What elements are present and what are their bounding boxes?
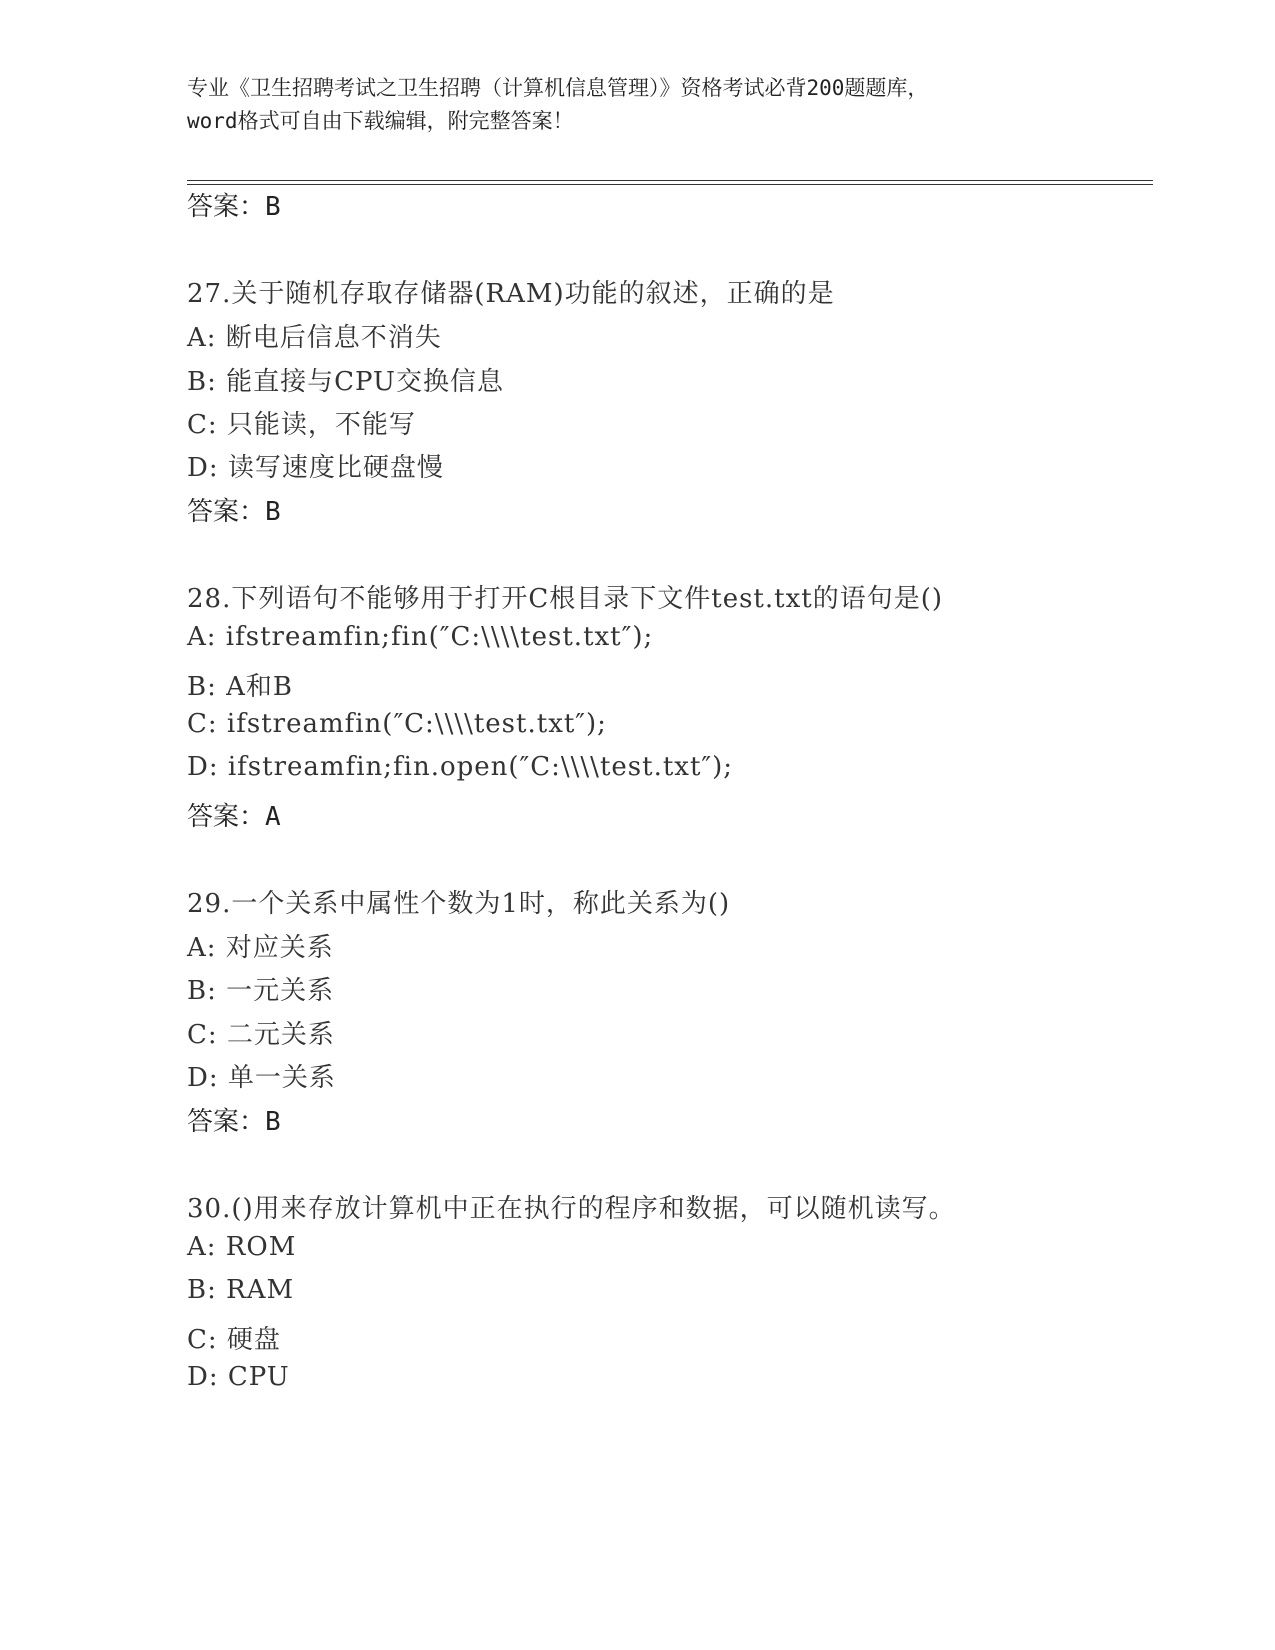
- question-30-stem: 30.()用来存放计算机中正在执行的程序和数据，可以随机读写。: [187, 1194, 956, 1224]
- question-27-option-c: C: 只能读，不能写: [187, 410, 416, 440]
- question-30-option-a: A: ROM: [187, 1232, 297, 1262]
- question-27-option-a: A: 断电后信息不消失: [187, 323, 442, 353]
- question-28-stem: 28.下列语句不能够用于打开C根目录下文件test.txt的语句是(): [187, 584, 943, 614]
- question-27-option-b: B: 能直接与CPU交换信息: [187, 367, 504, 397]
- question-27-answer: 答案：B: [187, 497, 281, 527]
- previous-answer: 答案：B: [187, 192, 281, 222]
- header-rule-bottom: [187, 184, 1153, 185]
- question-28-option-b: B: A和B: [187, 672, 294, 702]
- question-29-option-d: D: 单一关系: [187, 1063, 336, 1093]
- question-30-option-b: B: RAM: [187, 1275, 295, 1305]
- question-29-option-a: A: 对应关系: [187, 933, 334, 963]
- question-30-option-d: D: CPU: [187, 1362, 290, 1392]
- header-line-2: word格式可自由下载编辑，附完整答案！: [187, 109, 574, 133]
- question-29-stem: 29.一个关系中属性个数为1时，称此关系为(): [187, 889, 731, 919]
- question-27-stem: 27.关于随机存取存储器(RAM)功能的叙述，正确的是: [187, 279, 835, 309]
- header-line-1: 专业《卫生招聘考试之卫生招聘（计算机信息管理）》资格考试必背200题题库，: [187, 76, 929, 100]
- question-29-option-b: B: 一元关系: [187, 976, 335, 1006]
- page-header: [187, 72, 1087, 138]
- question-28-option-d: D: ifstreamfin;fin.open(″C:\\\\test.txt″);: [187, 752, 734, 782]
- question-30-option-c: C: 硬盘: [187, 1325, 281, 1355]
- question-28-option-a: A: ifstreamfin;fin(″C:\\\\test.txt″);: [187, 622, 654, 652]
- question-28-option-c: C: ifstreamfin(″C:\\\\test.txt″);: [187, 709, 607, 739]
- question-28-answer: 答案：A: [187, 802, 281, 832]
- question-29-option-c: C: 二元关系: [187, 1020, 335, 1050]
- header-rule-top: [187, 180, 1153, 181]
- question-27-option-d: D: 读写速度比硬盘慢: [187, 453, 444, 483]
- question-29-answer: 答案：B: [187, 1107, 281, 1137]
